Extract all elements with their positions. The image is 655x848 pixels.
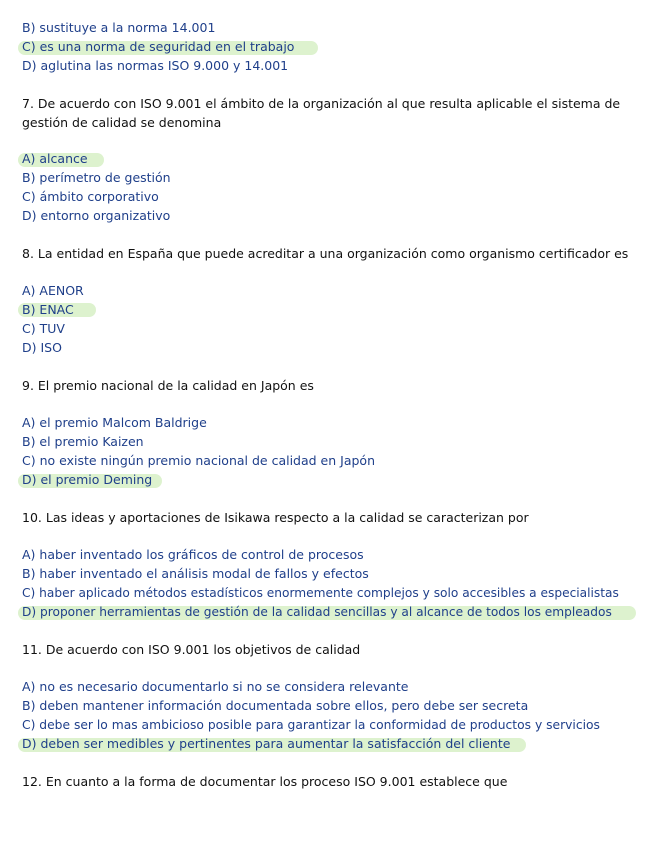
q9-option-d: D) el premio Deming (22, 472, 153, 487)
q9-option-b: B) el premio Kaizen (22, 434, 144, 449)
q8-option-a: A) AENOR (22, 283, 84, 298)
q11-option-a: A) no es necesario documentarlo si no se considera relevante (22, 679, 409, 694)
q9-option-a: A) el premio Malcom Baldrige (22, 415, 207, 430)
q7-option-a: A) alcance (22, 151, 88, 166)
top-option-b: B) sustituye a la norma 14.001 (22, 20, 216, 35)
question-12-line-1: 12. En cuanto a la forma de documentar los proceso ISO 9.001 establece que (22, 774, 508, 789)
q10-option-c: C) haber aplicado métodos estadísticos enormemente complejos y solo accesibles a especialistas (22, 586, 619, 600)
question-7-line-2: gestión de calidad se denomina (22, 115, 222, 130)
q10-option-a: A) haber inventado los gráficos de control de procesos (22, 547, 364, 562)
top-option-d: D) aglutina las normas ISO 9.000 y 14.001 (22, 58, 289, 73)
question-11-line-1: 11. De acuerdo con ISO 9.001 los objetivos de calidad (22, 642, 361, 657)
q11-option-c: C) debe ser lo mas ambicioso posible para garantizar la conformidad de productos y servicios (22, 718, 600, 732)
q8-option-c: C) TUV (22, 321, 65, 336)
question-9-line-1: 9. El premio nacional de la calidad en Japón es (22, 378, 314, 393)
q8-option-d: D) ISO (22, 340, 62, 355)
q9-option-c: C) no existe ningún premio nacional de calidad en Japón (22, 453, 375, 468)
question-7-line-1: 7. De acuerdo con ISO 9.001 el ámbito de la organización al que resulta aplicable el sistema de (22, 96, 621, 111)
q7-option-b: B) perímetro de gestión (22, 170, 171, 185)
q7-option-d: D) entorno organizativo (22, 208, 171, 223)
question-8-line-1: 8. La entidad en España que puede acreditar a una organización como organismo certificador es (22, 246, 629, 261)
q7-option-c: C) ámbito corporativo (22, 189, 159, 204)
q11-option-b: B) deben mantener información documentada sobre ellos, pero debe ser secreta (22, 698, 529, 713)
question-10-line-1: 10. Las ideas y aportaciones de Isikawa respecto a la calidad se caracterizan por (22, 510, 529, 525)
q10-option-d: D) proponer herramientas de gestión de la calidad sencillas y al alcance de todos los empleados (22, 605, 612, 619)
q8-option-b: B) ENAC (22, 302, 74, 317)
q10-option-b: B) haber inventado el análisis modal de fallos y efectos (22, 566, 369, 581)
q11-option-d: D) deben ser medibles y pertinentes para aumentar la satisfacción del cliente (22, 736, 511, 751)
top-option-c: C) es una norma de seguridad en el trabajo (22, 39, 295, 54)
